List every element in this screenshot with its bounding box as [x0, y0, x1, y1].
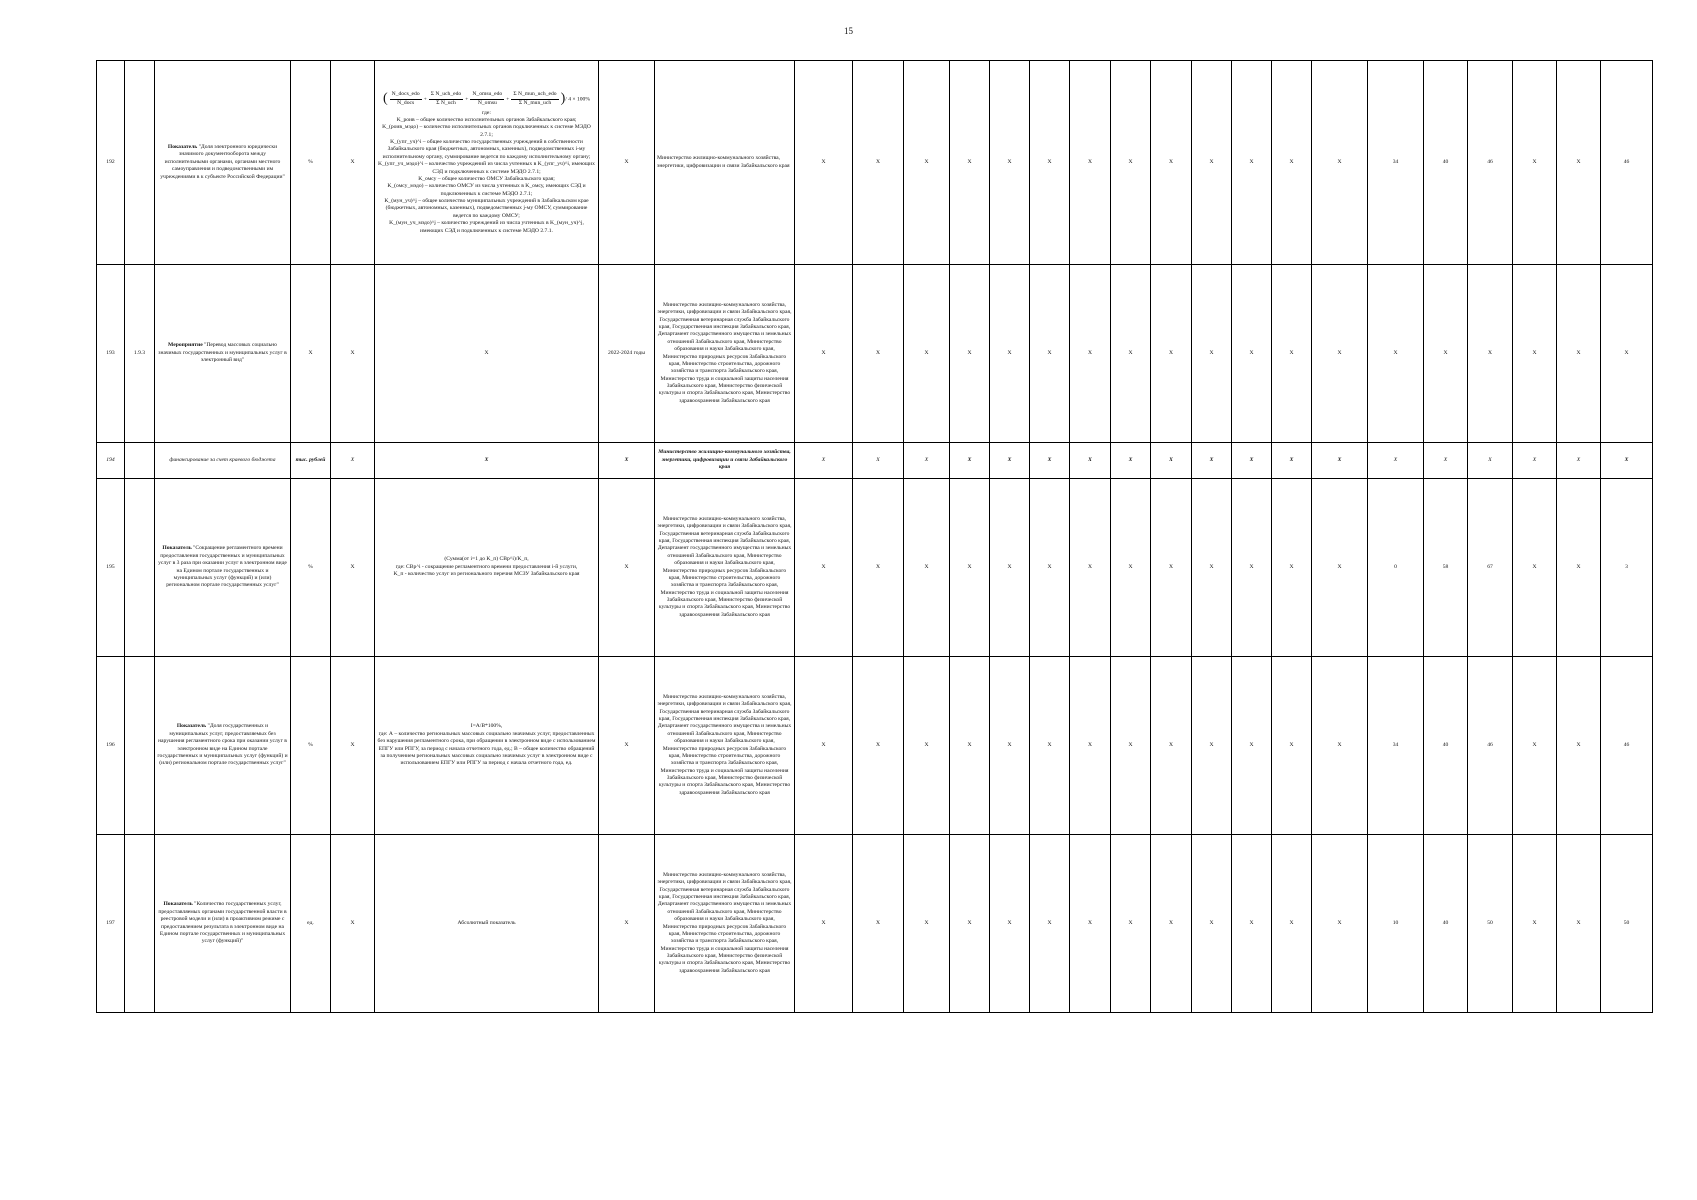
row-value: 3 — [1601, 479, 1653, 657]
row-value: X — [1557, 657, 1601, 835]
table-row — [97, 835, 1653, 1013]
row-period: X — [599, 479, 655, 657]
row-value: X — [990, 61, 1030, 265]
row-value: X — [1030, 479, 1070, 657]
row-base-value: X — [331, 443, 375, 479]
row-value: X — [1192, 443, 1232, 479]
plus-sign: + — [423, 96, 427, 103]
formula-fraction — [511, 91, 558, 107]
row-label: Показатель — [163, 901, 193, 908]
row-value: X — [1192, 265, 1232, 443]
row-value: X — [1424, 443, 1468, 479]
row-name-text: "Сокращение регламентного времени предоставления государственных и муниципальных услуг в 3 раза при оказании услуг в электронном виде на Едином портале государственных и муниципальных услуг (функций) и (или) региональном портале государственных услуг" — [158, 545, 287, 589]
row-value: X — [1070, 479, 1111, 657]
row-name-text: "Доля государственных и муниципальных услуг, предоставляемых без нарушения регламентного срока при оказании услуг в электронном виде на Едином портале государственных и муниципальных услуг (функций) и (или) региональном портале государственных услуг" — [157, 723, 288, 767]
row-unit: ед. — [291, 835, 331, 1013]
row-value: X — [1192, 657, 1232, 835]
row-executor: Министерство жилищно-коммунального хозяйства, энергетики, цифровизации и связи Забайкальского края, Государственная ветеринарная служба Забайкальского края, Государственная инспекция Забайкальского края, Департамент государственного имущества и земельных отношений Забайкальского края, Министерство образования и науки Забайкальского края, Министерство природных ресурсов Забайкальского края, Министерство строительства, дорожного хозяйства и транспорта Забайкальского края, Министерство труда и социальной защиты населения Забайкальского края, Министерство физической культуры и спорта Забайкальского края, Министерство здравоохранения Забайкальского края — [655, 479, 795, 657]
row-value: X — [904, 265, 950, 443]
row-name — [155, 835, 291, 1013]
row-executor: Министерство жилищно-коммунального хозяйства, энергетики, цифровизации и связи Забайкальского края — [655, 443, 795, 479]
paren-open: ( — [382, 91, 388, 107]
row-unit: % — [291, 61, 331, 265]
formula-fraction — [429, 91, 463, 107]
row-value: 50 — [1601, 835, 1653, 1013]
row-value: X — [1312, 61, 1368, 265]
row-formula — [375, 265, 599, 443]
row-value: X — [1232, 443, 1272, 479]
fraction-numerator: Σ N_uch_edo — [429, 91, 463, 99]
row-base-value: X — [331, 265, 375, 443]
row-executor: Министерство жилищно-коммунального хозяйства, энергетики, цифровизации и связи Забайкальского края, Государственная ветеринарная служба Забайкальского края, Государственная инспекция Забайкальского края, Департамент государственного имущества и земельных отношений Забайкальского края, Министерство образования и науки Забайкальского края, Министерство природных ресурсов Забайкальского края, Министерство строительства, дорожного хозяйства и транспорта Забайкальского края, Министерство труда и социальной защиты населения Забайкальского края, Министерство физической культуры и спорта Забайкальского края, Министерство здравоохранения Забайкальского края — [655, 657, 795, 835]
row-value: X — [1468, 265, 1513, 443]
row-value: X — [795, 443, 853, 479]
row-value: X — [1111, 443, 1151, 479]
row-value: X — [1192, 61, 1232, 265]
row-value: X — [853, 479, 904, 657]
row-value: X — [1557, 479, 1601, 657]
row-period: X — [599, 657, 655, 835]
row-value: X — [1070, 61, 1111, 265]
formula-tail: / 4 × 100% — [565, 96, 591, 103]
row-value: X — [950, 657, 990, 835]
row-value: X — [1151, 835, 1192, 1013]
row-value: X — [990, 657, 1030, 835]
row-value: X — [1030, 657, 1070, 835]
row-value: X — [1272, 443, 1312, 479]
row-code — [125, 657, 155, 835]
row-value: X — [1070, 443, 1111, 479]
row-value: X — [853, 657, 904, 835]
row-name — [155, 479, 291, 657]
formula-line: K_(омсу_мэдо) – количество ОМСУ из числа учтенных в K_омсу, имеющих СЭД и подключенных к системе МЭДО 2.7.1; — [387, 183, 586, 197]
row-unit: X — [291, 265, 331, 443]
row-value: X — [1513, 835, 1557, 1013]
row-value: X — [853, 265, 904, 443]
row-value: X — [1368, 265, 1424, 443]
row-value: X — [990, 479, 1030, 657]
row-value: X — [1111, 657, 1151, 835]
row-formula — [375, 61, 599, 265]
row-value: X — [1192, 479, 1232, 657]
row-value: X — [1070, 835, 1111, 1013]
row-value: X — [1557, 835, 1601, 1013]
row-code: 1.9.3 — [125, 265, 155, 443]
row-period: X — [599, 61, 655, 265]
row-value: X — [990, 265, 1030, 443]
row-value: 46 — [1468, 61, 1513, 265]
row-period: X — [599, 443, 655, 479]
row-unit: % — [291, 657, 331, 835]
row-value: X — [1312, 479, 1368, 657]
row-value: X — [950, 835, 990, 1013]
page-number: 15 — [844, 26, 853, 36]
row-number: 195 — [97, 479, 125, 657]
row-value: X — [1070, 657, 1111, 835]
row-formula — [375, 835, 599, 1013]
row-value: X — [1272, 479, 1312, 657]
row-code — [125, 443, 155, 479]
row-value: X — [1312, 443, 1368, 479]
row-name — [155, 265, 291, 443]
row-value: X — [853, 443, 904, 479]
row-value: 58 — [1424, 479, 1468, 657]
row-value: X — [1468, 443, 1513, 479]
table-row — [97, 657, 1653, 835]
row-value: X — [1111, 835, 1151, 1013]
row-value: X — [795, 835, 853, 1013]
row-label: Показатель — [176, 723, 207, 730]
row-value: X — [1272, 657, 1312, 835]
row-value: X — [1513, 443, 1557, 479]
fraction-numerator: Σ N_mun_uch_edo — [511, 91, 558, 99]
row-number: 197 — [97, 835, 125, 1013]
formula-text: X — [484, 456, 489, 463]
row-value: X — [1070, 265, 1111, 443]
row-value: X — [1151, 443, 1192, 479]
row-name-text: "Перевод массовых социально значимых государственных и муниципальных услуг в электронный вид" — [158, 342, 287, 364]
row-value: X — [990, 835, 1030, 1013]
row-executor: Министерство жилищно-коммунального хозяйства, энергетики, цифровизации и связи Забайкальского края, Государственная ветеринарная служба Забайкальского края, Государственная инспекция Забайкальского края, Департамент государственного имущества и земельных отношений Забайкальского края, Министерство образования и науки Забайкальского края, Министерство природных ресурсов Забайкальского края, Министерство строительства, дорожного хозяйства и транспорта Забайкальского края, Министерство труда и социальной защиты населения Забайкальского края, Министерство физической культуры и спорта Забайкальского края, Министерство здравоохранения Забайкальского края — [655, 265, 795, 443]
row-code — [125, 61, 155, 265]
row-value: X — [853, 835, 904, 1013]
row-executor: Министерство жилищно-коммунального хозяйства, энергетики, цифровизации и связи Забайкальского края, Государственная ветеринарная служба Забайкальского края, Государственная инспекция Забайкальского края, Департамент государственного имущества и земельных отношений Забайкальского края, Министерство образования и науки Забайкальского края, Министерство природных ресурсов Забайкальского края, Министерство строительства, дорожного хозяйства и транспорта Забайкальского края, Министерство труда и социальной защиты населения Забайкальского края, Министерство физической культуры и спорта Забайкальского края, Министерство здравоохранения Забайкальского края — [655, 835, 795, 1013]
paren-close: ) — [560, 91, 566, 107]
formula-line: где: А – количество региональных массовых социально значимых услуг, предоставленных без нарушения регламентного срока, при обращении в электронном виде с использованием ЕПГУ или РПГУ, за период с начала отчетного года, ед.; В – общее количество обращений за получением региональных массовых социально значимых услуг в электронном виде с использованием ЕПГУ или РПГУ за период с начала отчетного года, ед. — [377, 730, 596, 767]
formula-line: K_(упг_уч_мэдо)^i – количество учреждений из числа учтенных в K_(упг_уч)^i, имеющих СЭД и подключенных к системе МЭДО 2.7.1; — [378, 161, 595, 175]
row-value: X — [1312, 265, 1368, 443]
row-value: X — [1312, 835, 1368, 1013]
row-value: X — [1232, 479, 1272, 657]
fraction-numerator: N_omsu_edo — [470, 91, 504, 99]
row-value: X — [1557, 61, 1601, 265]
formula-line: K_(упг_уч)^i – общее количество государственных учреждений в собственности Забайкальского края (бюджетных, автономных, казенных), подведомственных i-му исполнительному органу, суммирование ведется по каждому исполнительному органу; — [382, 139, 591, 160]
row-base-value: X — [331, 479, 375, 657]
row-name — [155, 61, 291, 265]
row-label: Показатель — [167, 144, 198, 151]
row-value: X — [904, 657, 950, 835]
row-number: 194 — [97, 443, 125, 479]
table-row — [97, 265, 1653, 443]
row-value: X — [1151, 265, 1192, 443]
row-name — [155, 443, 291, 479]
row-value: X — [1030, 265, 1070, 443]
fraction-denominator: N_docs — [397, 99, 415, 106]
row-formula — [375, 443, 599, 479]
row-value: X — [904, 479, 950, 657]
row-value: X — [1111, 265, 1151, 443]
row-base-value: X — [331, 61, 375, 265]
formula-text: X — [484, 349, 489, 356]
formula-line: K_(мун_уч)^j – общее количество муниципальных учреждений в Забайкальском крае (бюджетных, автономных, казенных), подведомственных j-му ОМСУ, суммирование ведется по каждому ОМСУ; — [384, 198, 589, 219]
row-value: X — [1513, 479, 1557, 657]
row-value: X — [904, 61, 950, 265]
row-value: 67 — [1468, 479, 1513, 657]
row-period: X — [599, 835, 655, 1013]
row-value: X — [1151, 61, 1192, 265]
formula-line: K_(роив_мэдо) – количество исполнительных органов подключенных к системе МЭДО 2.7.1; — [382, 124, 591, 138]
row-value: X — [1557, 443, 1601, 479]
row-unit: тыс. рублей — [291, 443, 331, 479]
row-base-value: X — [331, 657, 375, 835]
formula-line: I=A/B*100%, — [470, 723, 503, 730]
plus-sign: + — [506, 96, 510, 103]
row-value: 34 — [1368, 61, 1424, 265]
row-name-text: финансирование за счет краевого бюджета — [169, 456, 276, 463]
fraction-denominator: N_omsu — [477, 99, 497, 106]
row-value: X — [1111, 479, 1151, 657]
formula-line: где: — [482, 109, 491, 116]
row-value: X — [1030, 61, 1070, 265]
fraction-denominator: Σ N_uch — [436, 99, 456, 106]
row-number: 196 — [97, 657, 125, 835]
fraction-numerator: N_docs_edo — [390, 91, 422, 99]
row-name — [155, 657, 291, 835]
formula-line: (Сумма(от i=1 до K_п) СВр^i)/K_п, — [444, 556, 529, 563]
formula-line: K_(мун_уч_мэдо)^j – количество учреждений из числа учтенных в K_(мун_уч)^j, имеющих СЭД и подключенных к системе МЭДО 2.7.1. — [389, 220, 584, 234]
row-value: X — [1232, 265, 1272, 443]
row-value: X — [795, 657, 853, 835]
row-value: X — [1513, 61, 1557, 265]
row-value: X — [853, 61, 904, 265]
formula-expression — [377, 90, 596, 108]
row-value: X — [990, 443, 1030, 479]
row-value: X — [795, 61, 853, 265]
row-value: X — [950, 265, 990, 443]
row-number: 193 — [97, 265, 125, 443]
row-base-value: X — [331, 835, 375, 1013]
row-value: 50 — [1468, 835, 1513, 1013]
row-value: X — [950, 443, 990, 479]
row-value: 46 — [1601, 657, 1653, 835]
table-row — [97, 443, 1653, 479]
formula-line: K_омсу – общее количество ОМСУ Забайкальского края; — [418, 175, 555, 182]
row-value: X — [1151, 657, 1192, 835]
row-value: X — [1272, 265, 1312, 443]
plus-sign: + — [465, 96, 469, 103]
row-value: X — [1368, 443, 1424, 479]
row-executor: Министерство жилищно-коммунального хозяйства, энергетики, цифровизации и связи Забайкальского края — [655, 61, 795, 265]
row-value: X — [1424, 265, 1468, 443]
row-formula — [375, 657, 599, 835]
row-value: X — [904, 443, 950, 479]
row-value: 34 — [1368, 657, 1424, 835]
row-value: 46 — [1601, 61, 1653, 265]
row-value: X — [1557, 265, 1601, 443]
row-value: X — [795, 265, 853, 443]
formula-fraction — [390, 91, 422, 107]
formula-line: K_роив – общее количество исполнительных органов Забайкальского края; — [396, 116, 577, 123]
row-value: X — [1232, 835, 1272, 1013]
row-formula — [375, 479, 599, 657]
fraction-denominator: Σ N_mun_uch — [518, 99, 552, 106]
row-value: X — [795, 479, 853, 657]
row-code — [125, 479, 155, 657]
row-value: 10 — [1368, 835, 1424, 1013]
row-value: X — [1232, 61, 1272, 265]
formula-text: Абсолютный показатель — [457, 919, 516, 926]
row-value: 46 — [1468, 657, 1513, 835]
row-value: X — [1272, 61, 1312, 265]
row-value: X — [904, 835, 950, 1013]
table-row — [97, 479, 1653, 657]
row-code — [125, 835, 155, 1013]
row-value: X — [950, 61, 990, 265]
row-value: X — [1232, 657, 1272, 835]
row-number: 192 — [97, 61, 125, 265]
row-value: X — [1513, 265, 1557, 443]
row-value: X — [1272, 835, 1312, 1013]
formula-line: где: СВр^i - сокращение регламентного времени предоставления i-й услуги, — [395, 563, 578, 570]
row-value: X — [950, 479, 990, 657]
row-period: 2022-2024 годы — [599, 265, 655, 443]
row-value: X — [1151, 479, 1192, 657]
formula-fraction — [470, 91, 504, 107]
row-value: X — [1111, 61, 1151, 265]
row-name-text: "Количество государственных услуг, предоставляемых органами государственной власти в реестровой модели и (или) в проактивном режиме с предоставлением результата в электронном виде на Едином портале государственных и муниципальных услуг (функций)" — [158, 901, 287, 945]
row-value: X — [1601, 443, 1653, 479]
row-name-text: "Доля электронного юридически значимого документооборота между исполнительными органами, органами местного самоуправления и подведомственными им учреждениями в к субъекте Российской Федерации" — [160, 144, 285, 180]
row-value: X — [1513, 657, 1557, 835]
row-value: X — [1601, 265, 1653, 443]
indicators-table — [96, 60, 1653, 1013]
row-value: 40 — [1424, 657, 1468, 835]
row-value: X — [1312, 657, 1368, 835]
row-value: X — [1192, 835, 1232, 1013]
row-value: 40 — [1424, 61, 1468, 265]
row-label: Мероприятие — [168, 342, 203, 349]
row-label: Показатель — [162, 545, 192, 552]
row-value: X — [1030, 835, 1070, 1013]
formula-line: K_п - количество услуг из регионального перечня МСЗУ Забайкальского края — [393, 571, 580, 578]
table-row — [97, 61, 1653, 265]
row-value: X — [1030, 443, 1070, 479]
row-value: 0 — [1368, 479, 1424, 657]
row-unit: % — [291, 479, 331, 657]
row-value: 40 — [1424, 835, 1468, 1013]
